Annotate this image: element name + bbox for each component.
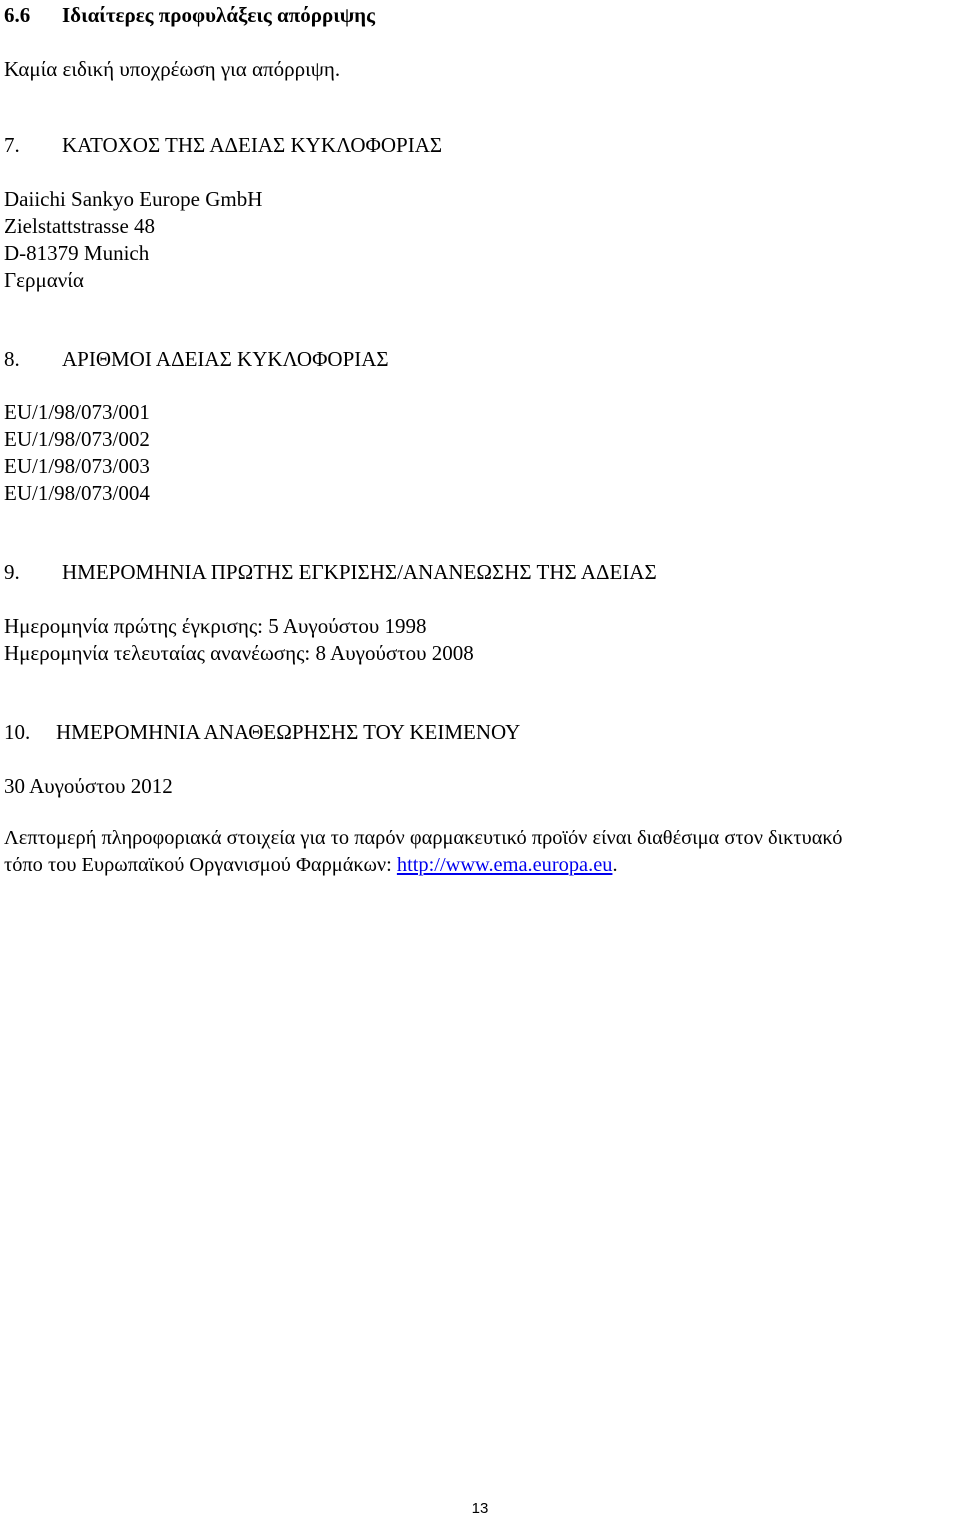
section-number: 8.	[4, 347, 20, 371]
page-number: 13	[471, 1500, 489, 1517]
info-paragraph-line-1: Λεπτομερή πληροφοριακά στοιχεία για το παρόν φαρμακευτικό προϊόν είναι διαθέσιμα στον δικτυακό	[4, 827, 843, 849]
holder-street: Zielstattstrasse 48	[4, 214, 156, 238]
revision-date: 30 Αυγούστου 2012	[4, 774, 173, 798]
link-suffix: .	[612, 854, 618, 876]
ema-website-link[interactable]: http://www.ema.europa.eu	[396, 854, 613, 876]
section-number: 10.	[4, 720, 31, 744]
authorisation-number-2: EU/1/98/073/002	[4, 427, 150, 451]
authorisation-number-3: EU/1/98/073/003	[4, 454, 150, 478]
holder-country: Γερμανία	[4, 268, 84, 292]
section-number: 9.	[4, 560, 20, 584]
authorisation-number-4: EU/1/98/073/004	[4, 481, 150, 505]
section-title: ΗΜΕΡΟΜΗΝΙΑ ΑΝΑΘΕΩΡΗΣΗΣ ΤΟΥ ΚΕΙΜΕΝΟΥ	[56, 720, 521, 744]
holder-name: Daiichi Sankyo Europe GmbH	[4, 187, 263, 211]
section-7-heading	[4, 132, 442, 159]
first-authorisation-date: Ημερομηνία πρώτης έγκρισης: 5 Αυγούστου 1998	[4, 614, 427, 638]
section-title: Ιδιαίτερες προφυλάξεις απόρριψης	[62, 3, 375, 27]
section-8-heading	[4, 346, 389, 373]
authorisation-number-1: EU/1/98/073/001	[4, 400, 150, 424]
section-10-heading	[4, 719, 520, 746]
section-title: ΗΜΕΡΟΜΗΝΙΑ ΠΡΩΤΗΣ ΕΓΚΡΙΣΗΣ/ΑΝΑΝΕΩΣΗΣ ΤΗΣ ΑΔΕΙΑΣ	[62, 560, 657, 584]
section-title: ΑΡΙΘΜΟΙ ΑΔΕΙΑΣ ΚΥΚΛΟΦΟΡΙΑΣ	[62, 347, 389, 371]
section-title: ΚΑΤΟΧΟΣ ΤΗΣ ΑΔΕΙΑΣ ΚΥΚΛΟΦΟΡΙΑΣ	[62, 133, 443, 157]
last-renewal-date: Ημερομηνία τελευταίας ανανέωσης: 8 Αυγούστου 2008	[4, 641, 474, 665]
section-number: 7.	[4, 133, 20, 157]
section-6-6-body: Καμία ειδική υποχρέωση για απόρριψη.	[4, 57, 341, 81]
info-text: τόπο του Ευρωπαϊκού Οργανισμού Φαρμάκων:	[4, 854, 397, 876]
section-9-heading	[4, 559, 657, 586]
holder-city: D-81379 Munich	[4, 241, 150, 265]
section-6-6-heading	[4, 2, 375, 29]
section-number: 6.6	[4, 3, 31, 27]
info-paragraph-line-2	[4, 852, 618, 879]
